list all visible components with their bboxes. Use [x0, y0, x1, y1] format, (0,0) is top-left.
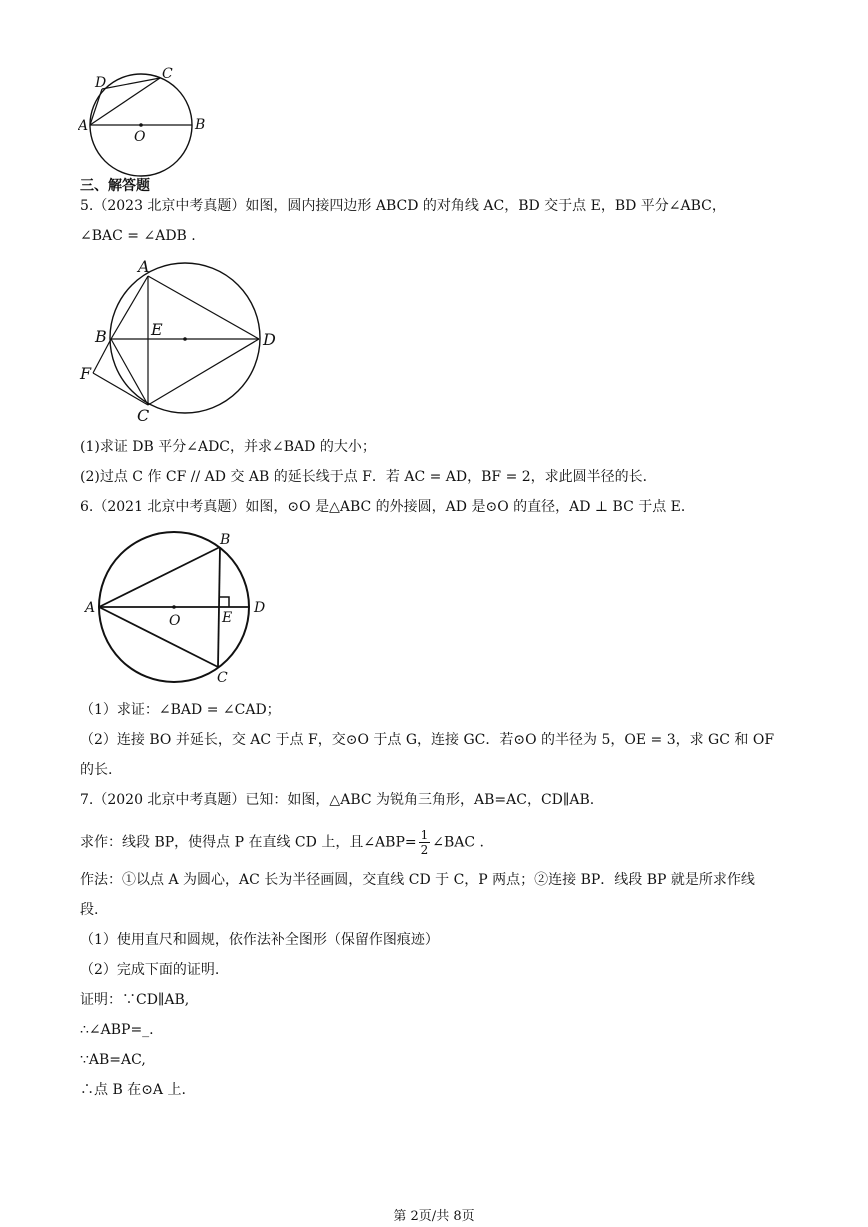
q7-proof-line1: 证明：∵CD∥AB,: [80, 992, 190, 1008]
fig2-label-d: D: [263, 330, 276, 349]
q5-part1: (1)求证 DB 平分∠ADC，并求∠BAD 的大小；: [80, 439, 376, 455]
q7-proof-line2: ∴∠ABP=_.: [80, 1022, 154, 1038]
fig1-label-o: O: [134, 129, 146, 145]
q7-method-line1: 作法：①以点 A 为圆心，AC 长为半径画圆，交直线 CD 于 C，P 两点；②连接 BP．线段 BP 就是所求作线: [80, 872, 755, 888]
q7-proof-line3: ∵AB=AC,: [80, 1052, 146, 1068]
fig2-label-b: B: [95, 327, 107, 346]
section-title: 三、解答题: [80, 178, 150, 194]
q7-method-line2: 段.: [80, 902, 99, 918]
fig2-label-f: F: [80, 364, 92, 383]
q7-stem: 7.（2020 北京中考真题）已知：如图，△ABC 为锐角三角形，AB=AC，CD∥AB.: [80, 792, 595, 808]
figure-cyclic-quadrilateral: [78, 255, 288, 425]
figure-circle-abcd-o: [78, 62, 218, 177]
fig2-label-e: E: [151, 320, 163, 339]
q5-stem-line1: 5.（2023 北京中考真题）如图，圆内接四边形 ABCD 的对角线 AC，BD 交于点 E，BD 平分∠ABC，: [80, 198, 726, 214]
q5-part2: (2)过点 C 作 CF // AD 交 AB 的延长线于点 F．若 AC = AD，BF = 2，求此圆半径的长．: [80, 469, 657, 485]
figure-circumcircle-abc: [78, 528, 278, 688]
fig3-label-c: C: [217, 670, 228, 686]
q7-ask-pre: 求作：线段 BP，使得点 P 在直线 CD 上，且∠ABP=: [80, 834, 417, 851]
q5-stem-line2: ∠BAC = ∠ADB .: [80, 228, 196, 244]
q6-part1: （1）求证：∠BAD = ∠CAD；: [80, 702, 281, 718]
fig3-label-o: O: [169, 613, 181, 629]
fig3-label-e: E: [222, 610, 233, 626]
fig2-label-a: A: [138, 257, 150, 276]
fig3-label-d: D: [254, 600, 266, 616]
q6-part2: （2）连接 BO 并延长，交 AC 于点 F，交⊙O 于点 G，连接 GC．若⊙O 的半径为 5，OE = 3，求 GC 和 OF: [80, 732, 775, 748]
fig3-label-b: B: [220, 532, 231, 548]
q7-proof-line4: ∴点 B 在⊙A 上.: [80, 1082, 186, 1098]
fig1-label-a: A: [78, 118, 89, 134]
fraction-one-half: $\frac{1}{2}$: [420, 828, 429, 857]
q6-part2-cont: 的长.: [80, 762, 113, 778]
page-footer: 第 2页/共 8页: [393, 1209, 475, 1224]
q7-part1: （1）使用直尺和圆规，依作法补全图形（保留作图痕迹）: [80, 932, 439, 948]
fig2-label-c: C: [137, 406, 150, 425]
fig1-label-d: D: [95, 75, 107, 91]
q7-ask-post: ∠BAC .: [432, 834, 484, 851]
q7-ask: [80, 828, 484, 857]
fig3-label-a: A: [85, 600, 96, 616]
q6-stem: 6.（2021 北京中考真题）如图，⊙O 是△ABC 的外接圆，AD 是⊙O 的直径，AD ⊥ BC 于点 E．: [80, 499, 695, 515]
fig1-label-c: C: [162, 66, 173, 82]
q7-part2: （2）完成下面的证明.: [80, 962, 220, 978]
fig1-label-b: B: [195, 117, 206, 133]
